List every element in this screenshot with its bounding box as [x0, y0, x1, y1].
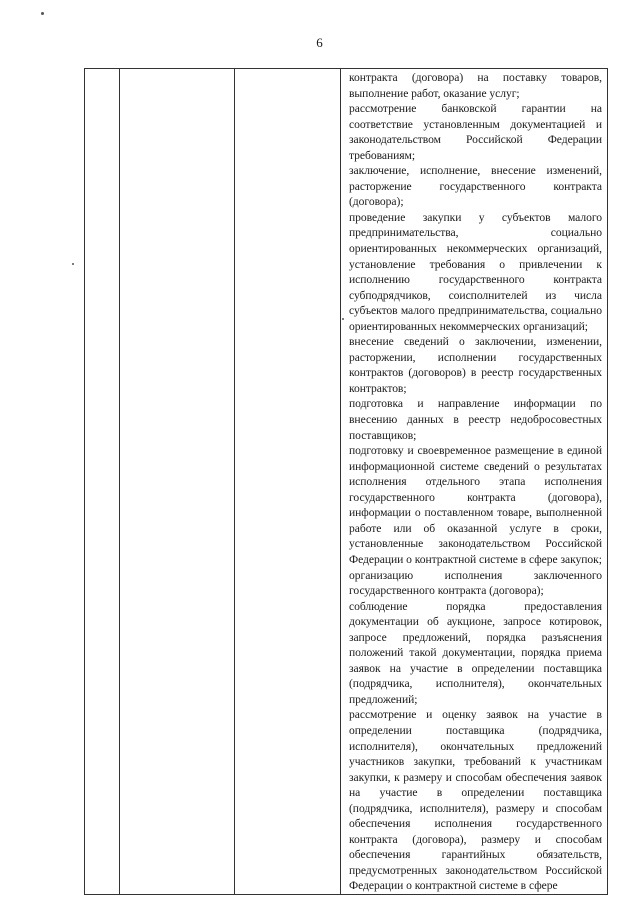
duty-paragraph: рассмотрение и оценку заявок на участие в определении поставщика (подрядчика, исполнителя), окончательных предложений участников закупки, требований к участникам закупки, к размеру и способам обеспечения заявок на участие в определении поставщика (подрядчика, исполнителя), размеру и способам обеспечения исполнения государственного контракта (договора), размеру и способам обеспечения гарантийных обязательств, предусмотренных законодательством Российской Федерации о контрактной системе в сфере: [349, 708, 602, 893]
table-cell-position: [235, 69, 341, 895]
duty-paragraph: контракта (договора) на поставку товаров, выполнение работ, оказание услуг;: [349, 71, 602, 100]
table-cell-number: [85, 69, 120, 895]
duty-paragraph: внесение сведений о заключении, изменении, расторжении, исполнении государственных контрактов (договоров) в реестр государственных контрактов;: [349, 335, 602, 395]
page-number: 6: [316, 35, 323, 50]
scan-speck: [72, 263, 74, 265]
duty-paragraph: подготовка и направление информации по внесению данных в реестр недобросовестных поставщиков;: [349, 397, 602, 442]
table-row: [85, 69, 608, 895]
duty-paragraph: заключение, исполнение, внесение изменений, расторжение государственного контракта (договора);: [349, 164, 602, 209]
duty-paragraph: организацию исполнения заключенного государственного контракта (договора);: [349, 568, 602, 598]
duty-paragraph: подготовку и своевременное размещение в единой информационной системе сведений о результатах исполнения отдельного этапа исполнения государственного контракта (договора), информации о поставленном товаре, выполненной работе или об оказанной услуге в сроки, установленные законодательством Российской Федерации о контрактной системе в сфере закупок;: [349, 444, 602, 566]
duty-paragraph: проведение закупки у субъектов малого предпринимательства, социально ориентированных некоммерческих организаций, установление требования о привлечении к исполнению государственного контракта субподрядчиков, соисполнителей из числа субъектов малого предпринимательства, социально ориентированных некоммерческих организаций;: [349, 210, 602, 333]
duty-paragraph: соблюдение порядка предоставления документации об аукционе, запросе котировок, запросе предложений, порядка разъяснения положений такой документации, порядка приема заявок на участие в определении поставщика (подрядчика, исполнителя), окончательных предложений;: [349, 599, 602, 706]
document-table: [84, 68, 608, 895]
table-cell-duties: [341, 69, 608, 895]
scan-speck: [41, 12, 44, 15]
duty-paragraph: рассмотрение банковской гарантии на соответствие установленным документацией и законодательством Российской Федерации требованиям;: [349, 102, 602, 162]
table-cell-name: [120, 69, 235, 895]
